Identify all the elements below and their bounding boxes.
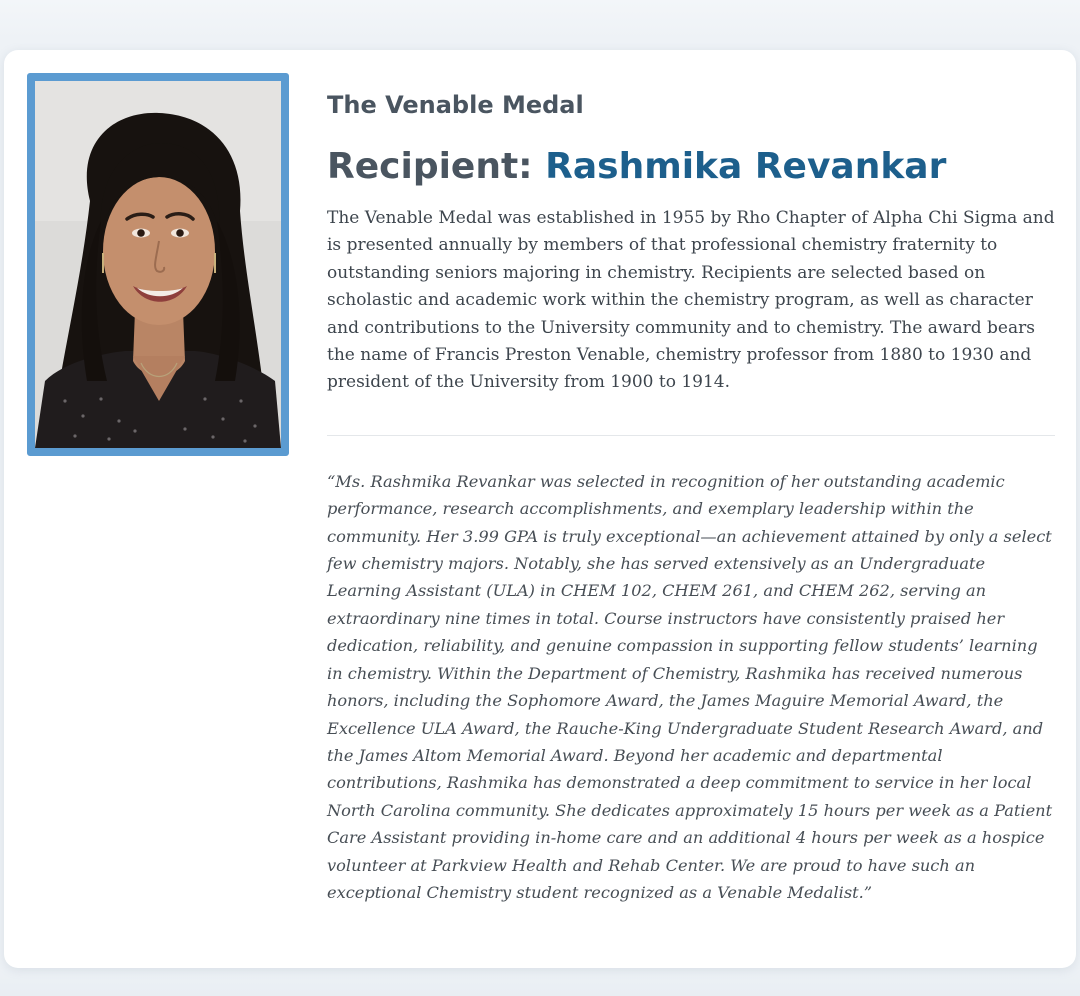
award-content bbox=[327, 88, 1055, 906]
recipient-label: Recipient: bbox=[327, 146, 533, 187]
recipient-citation-quote: “Ms. Rashmika Revankar was selected in recognition of her outstanding academic performance, research accomplishments, and exemplary leadership within the community. Her 3.99 GPA is truly exceptional—an achievement attained by only a select few chemistry majors. Notably, she has served extensively as an Undergraduate Learning Assistant (ULA) in CHEM 102, CHEM 261, and CHEM 262, serving an extraordinary nine times in total. Course instructors have consistently praised her dedication, reliability, and genuine compassion in supporting fellow students’ learning in chemistry. Within the Department of Chemistry, Rashmika has received numerous honors, including the Sophomore Award, the James Maguire Memorial Award, the Excellence ULA Award, the Rauche-King Undergraduate Student Research Award, and the James Altom Memorial Award. Beyond her academic and departmental contributions, Rashmika has demonstrated a deep commitment to service in her local North Carolina community. She dedicates approximately 15 hours per week as a Patient Care Assistant providing in-home care and an additional 4 hours per week as a hospice volunteer at Parkview Health and Rehab Center. We are proud to have such an exceptional Chemistry student recognized as a Venable Medalist.” bbox=[327, 471, 1053, 902]
section-divider bbox=[327, 435, 1055, 436]
portrait-image bbox=[35, 81, 281, 448]
award-title: The Venable Medal bbox=[327, 91, 584, 119]
recipient-heading bbox=[327, 144, 1055, 190]
recipient-name: Rashmika Revankar bbox=[545, 146, 947, 187]
award-description: The Venable Medal was established in 1955 by Rho Chapter of Alpha Chi Sigma and is presented annually by members of that professional chemistry fraternity to outstanding seniors majoring in chemistry. Recipients are selected based on scholastic and academic work within the chemistry program, as well as character and contributions to the University community and to chemistry. The award bears the name of Francis Preston Venable, chemistry professor from 1880 to 1930 and president of the University from 1900 to 1914. bbox=[327, 208, 1055, 393]
recipient-photo bbox=[27, 73, 289, 456]
